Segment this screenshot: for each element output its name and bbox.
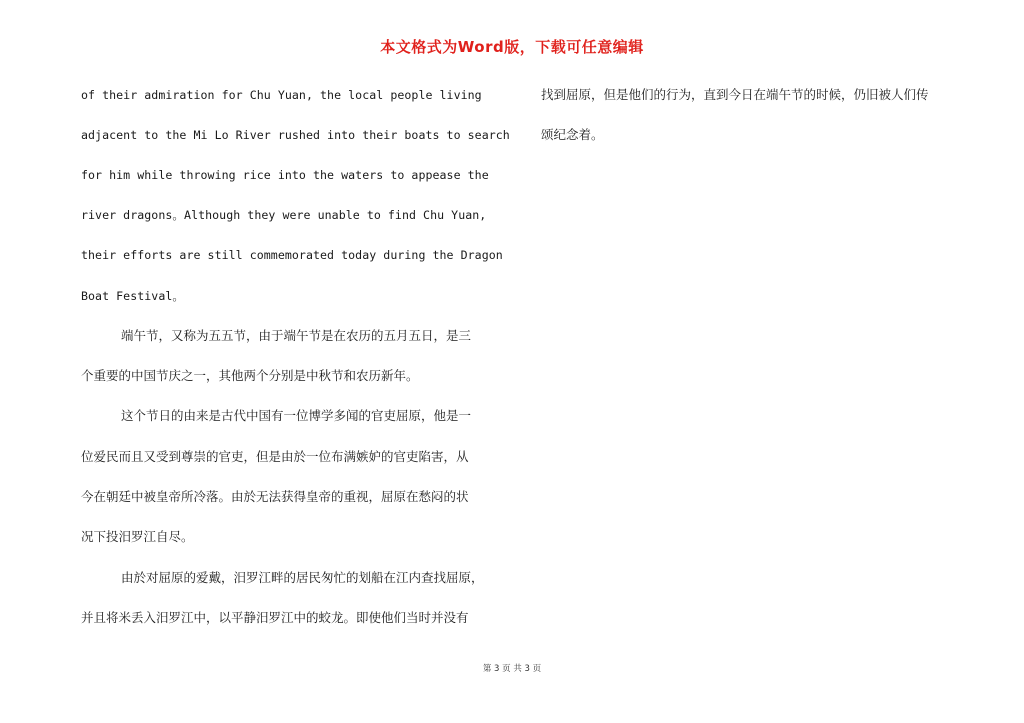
text-line: river dragons。Although they were unable to find Chu Yuan,: [81, 208, 487, 222]
text-line: 颂纪念着。: [541, 127, 604, 142]
document-header-title: 本文格式为Word版，下载可任意编辑: [380, 38, 644, 56]
text-line: 位爱民而且又受到尊崇的官吏，但是由於一位布满嫉妒的官吏陷害，从: [81, 449, 469, 464]
page-number-footer: 第 3 页 共 3 页: [482, 664, 542, 674]
text-line: their efforts are still commemorated today during the Dragon: [81, 248, 503, 262]
text-line: for him while throwing rice into the waters to appease the: [81, 168, 489, 182]
text-line: adjacent to the Mi Lo River rushed into their boats to search: [81, 128, 510, 142]
text-line: 并且将米丢入汨罗江中，以平静汨罗江中的蛟龙。即使他们当时并没有: [81, 610, 469, 625]
text-line: 况下投汨罗江自尽。: [81, 529, 194, 544]
text-line: 端午节，又称为五五节，由于端午节是在农历的五月五日，是三: [121, 328, 472, 343]
text-line: 这个节日的由来是古代中国有一位博学多闻的官吏屈原，他是一: [121, 408, 472, 423]
text-line: 今在朝廷中被皇帝所冷落。由於无法获得皇帝的重视，屈原在愁闷的状: [81, 489, 469, 504]
text-line: of their admiration for Chu Yuan, the local people living: [81, 88, 482, 102]
text-line: 找到屈原，但是他们的行为，直到今日在端午节的时候，仍旧被人们传: [541, 87, 929, 102]
text-line: 由於对屈原的爱戴，汨罗江畔的居民匆忙的划船在江内查找屈原，: [121, 570, 484, 585]
text-line: Boat Festival。: [81, 289, 185, 303]
text-line: 个重要的中国节庆之一，其他两个分别是中秋节和农历新年。: [81, 368, 419, 383]
